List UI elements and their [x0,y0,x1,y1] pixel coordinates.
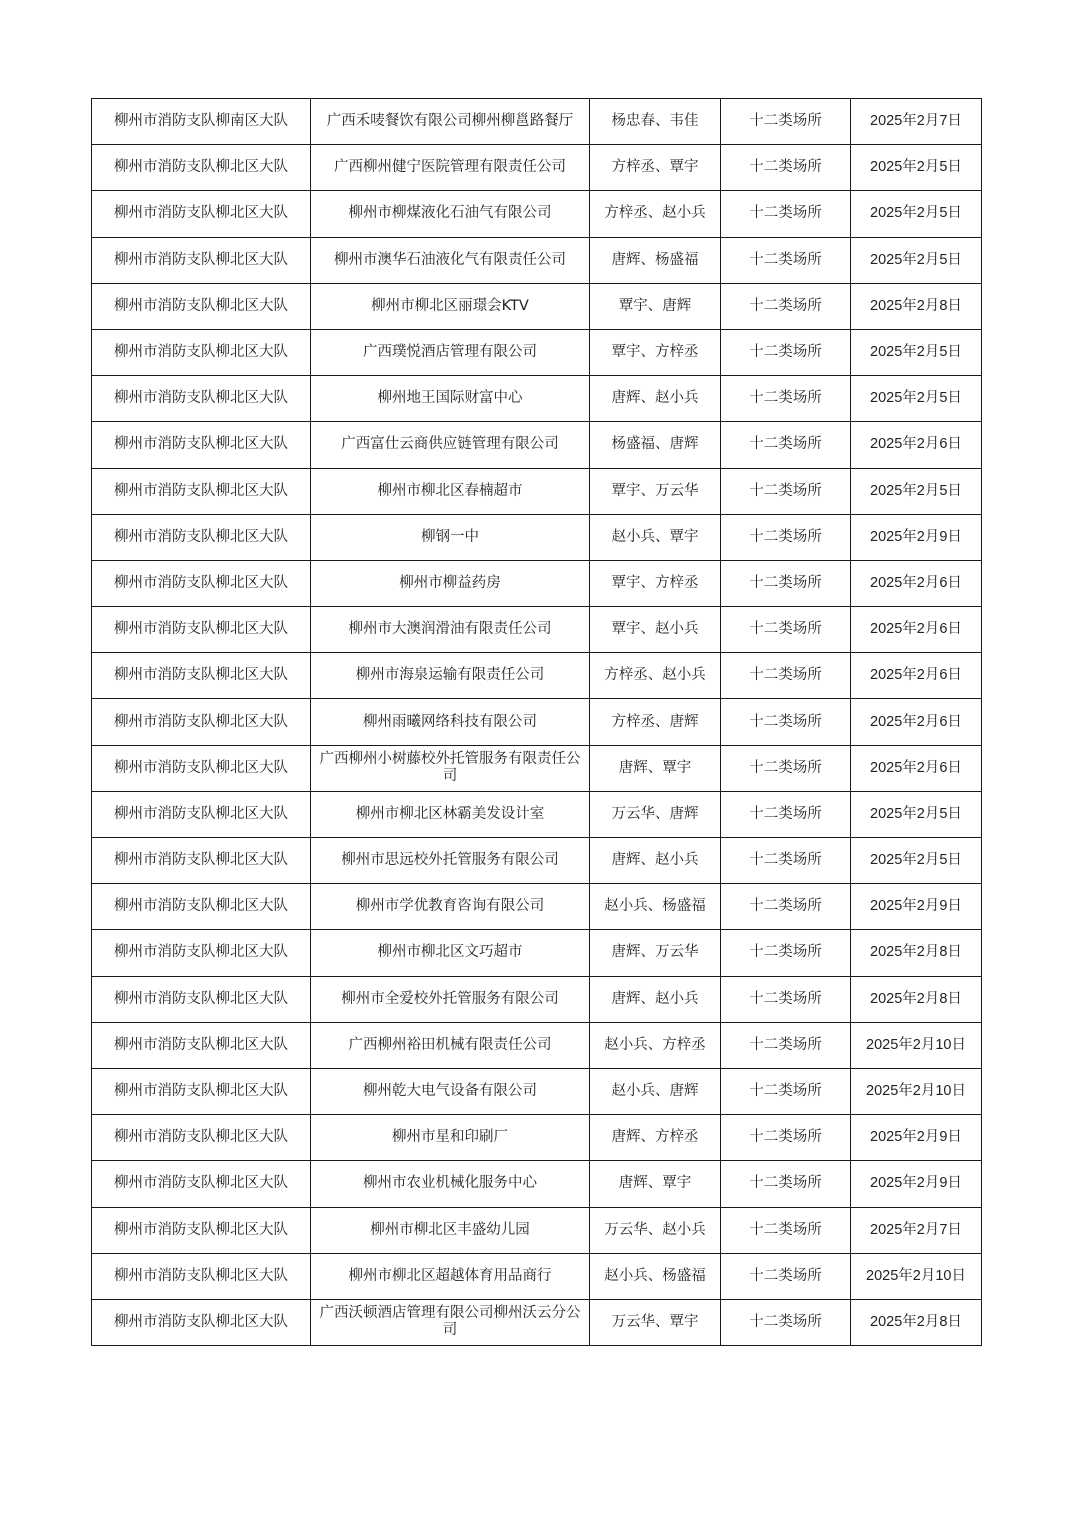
cell-inspected-place: 柳钢一中 [311,514,590,560]
table-row [92,607,982,653]
cell-inspected-place: 柳州市柳北区超越体育用品商行 [311,1253,590,1299]
cell-inspected-place: 柳州乾大电气设备有限公司 [311,1068,590,1114]
cell-fire-brigade-unit: 柳州市消防支队柳北区大队 [92,607,311,653]
table-row [92,468,982,514]
cell-inspected-place: 广西柳州小树藤校外托管服务有限责任公司 [311,745,590,791]
cell-inspectors: 方梓丞、唐辉 [590,699,721,745]
cell-inspectors: 赵小兵、覃宇 [590,514,721,560]
cell-inspection-date: 2025年2月7日 [851,1207,982,1253]
cell-inspected-place: 柳州市全爱校外托管服务有限公司 [311,976,590,1022]
cell-fire-brigade-unit: 柳州市消防支队柳北区大队 [92,514,311,560]
cell-place-category: 十二类场所 [721,745,851,791]
cell-inspectors: 杨忠春、韦佳 [590,99,721,145]
table-row [92,1299,982,1345]
cell-inspection-date: 2025年2月5日 [851,838,982,884]
cell-inspection-date: 2025年2月8日 [851,283,982,329]
cell-place-category: 十二类场所 [721,1207,851,1253]
cell-inspection-date: 2025年2月10日 [851,1022,982,1068]
cell-inspectors: 赵小兵、杨盛福 [590,1253,721,1299]
inspection-table-body [92,99,982,1346]
cell-inspection-date: 2025年2月10日 [851,1253,982,1299]
cell-inspectors: 杨盛福、唐辉 [590,422,721,468]
cell-fire-brigade-unit: 柳州市消防支队柳北区大队 [92,838,311,884]
cell-inspection-date: 2025年2月6日 [851,699,982,745]
cell-fire-brigade-unit: 柳州市消防支队柳北区大队 [92,791,311,837]
cell-place-category: 十二类场所 [721,1022,851,1068]
table-row [92,745,982,791]
cell-fire-brigade-unit: 柳州市消防支队柳北区大队 [92,376,311,422]
cell-fire-brigade-unit: 柳州市消防支队柳北区大队 [92,468,311,514]
cell-place-category: 十二类场所 [721,930,851,976]
cell-place-category: 十二类场所 [721,838,851,884]
cell-inspected-place: 广西富仕云商供应链管理有限公司 [311,422,590,468]
cell-fire-brigade-unit: 柳州市消防支队柳北区大队 [92,1068,311,1114]
cell-inspection-date: 2025年2月5日 [851,237,982,283]
table-row [92,1207,982,1253]
cell-place-category: 十二类场所 [721,976,851,1022]
cell-inspection-date: 2025年2月5日 [851,145,982,191]
cell-place-category: 十二类场所 [721,1161,851,1207]
cell-inspectors: 覃宇、方梓丞 [590,560,721,606]
cell-place-category: 十二类场所 [721,468,851,514]
cell-inspected-place: 柳州市柳北区丽璟会KTV [311,283,590,329]
table-row [92,422,982,468]
cell-fire-brigade-unit: 柳州市消防支队柳北区大队 [92,145,311,191]
cell-fire-brigade-unit: 柳州市消防支队柳北区大队 [92,422,311,468]
cell-inspected-place: 广西柳州裕田机械有限责任公司 [311,1022,590,1068]
cell-fire-brigade-unit: 柳州市消防支队柳北区大队 [92,976,311,1022]
cell-inspectors: 唐辉、赵小兵 [590,838,721,884]
cell-inspection-date: 2025年2月6日 [851,422,982,468]
cell-inspection-date: 2025年2月10日 [851,1068,982,1114]
cell-inspected-place: 广西柳州健宁医院管理有限责任公司 [311,145,590,191]
cell-inspectors: 唐辉、覃宇 [590,745,721,791]
cell-inspected-place: 柳州地王国际财富中心 [311,376,590,422]
cell-inspected-place: 柳州市星和印刷厂 [311,1115,590,1161]
cell-inspectors: 唐辉、万云华 [590,930,721,976]
cell-inspected-place: 柳州雨曦网络科技有限公司 [311,699,590,745]
cell-inspected-place: 柳州市大澳润滑油有限责任公司 [311,607,590,653]
cell-inspection-date: 2025年2月8日 [851,976,982,1022]
cell-inspected-place: 柳州市澳华石油液化气有限责任公司 [311,237,590,283]
cell-inspection-date: 2025年2月7日 [851,99,982,145]
cell-place-category: 十二类场所 [721,653,851,699]
cell-inspected-place: 柳州市柳北区丰盛幼儿园 [311,1207,590,1253]
cell-inspection-date: 2025年2月9日 [851,1115,982,1161]
cell-inspectors: 覃宇、方梓丞 [590,329,721,375]
table-row [92,1022,982,1068]
cell-place-category: 十二类场所 [721,376,851,422]
cell-place-category: 十二类场所 [721,607,851,653]
cell-inspection-date: 2025年2月9日 [851,884,982,930]
cell-inspectors: 方梓丞、覃宇 [590,145,721,191]
cell-fire-brigade-unit: 柳州市消防支队柳北区大队 [92,745,311,791]
cell-inspection-date: 2025年2月6日 [851,607,982,653]
cell-fire-brigade-unit: 柳州市消防支队柳北区大队 [92,1022,311,1068]
cell-inspection-date: 2025年2月6日 [851,653,982,699]
table-row [92,1161,982,1207]
cell-place-category: 十二类场所 [721,791,851,837]
cell-inspection-date: 2025年2月6日 [851,560,982,606]
cell-place-category: 十二类场所 [721,884,851,930]
table-row [92,145,982,191]
cell-inspection-date: 2025年2月9日 [851,1161,982,1207]
cell-inspected-place: 柳州市柳北区林霸美发设计室 [311,791,590,837]
table-row [92,791,982,837]
cell-inspected-place: 广西璞悦酒店管理有限公司 [311,329,590,375]
cell-fire-brigade-unit: 柳州市消防支队柳北区大队 [92,930,311,976]
cell-inspectors: 覃宇、赵小兵 [590,607,721,653]
cell-inspectors: 覃宇、万云华 [590,468,721,514]
table-row [92,838,982,884]
cell-fire-brigade-unit: 柳州市消防支队柳北区大队 [92,884,311,930]
cell-inspected-place: 广西沃顿酒店管理有限公司柳州沃云分公司 [311,1299,590,1345]
table-row [92,376,982,422]
cell-place-category: 十二类场所 [721,1115,851,1161]
table-row [92,560,982,606]
cell-fire-brigade-unit: 柳州市消防支队柳北区大队 [92,560,311,606]
table-row [92,1253,982,1299]
cell-fire-brigade-unit: 柳州市消防支队柳北区大队 [92,1299,311,1345]
cell-place-category: 十二类场所 [721,514,851,560]
cell-inspection-date: 2025年2月5日 [851,468,982,514]
cell-inspection-date: 2025年2月5日 [851,191,982,237]
cell-inspectors: 唐辉、方梓丞 [590,1115,721,1161]
cell-inspected-place: 柳州市思远校外托管服务有限公司 [311,838,590,884]
cell-fire-brigade-unit: 柳州市消防支队柳北区大队 [92,653,311,699]
table-row [92,699,982,745]
cell-fire-brigade-unit: 柳州市消防支队柳北区大队 [92,329,311,375]
table-row [92,99,982,145]
cell-place-category: 十二类场所 [721,560,851,606]
cell-inspected-place: 柳州市柳煤液化石油气有限公司 [311,191,590,237]
table-row [92,653,982,699]
cell-inspectors: 唐辉、覃宇 [590,1161,721,1207]
cell-place-category: 十二类场所 [721,283,851,329]
cell-inspectors: 方梓丞、赵小兵 [590,191,721,237]
cell-inspected-place: 柳州市海泉运输有限责任公司 [311,653,590,699]
cell-inspectors: 万云华、赵小兵 [590,1207,721,1253]
table-row [92,514,982,560]
cell-fire-brigade-unit: 柳州市消防支队柳南区大队 [92,99,311,145]
cell-inspection-date: 2025年2月5日 [851,376,982,422]
cell-fire-brigade-unit: 柳州市消防支队柳北区大队 [92,237,311,283]
cell-inspectors: 唐辉、赵小兵 [590,376,721,422]
cell-inspected-place: 柳州市学优教育咨询有限公司 [311,884,590,930]
cell-inspectors: 赵小兵、方梓丞 [590,1022,721,1068]
cell-fire-brigade-unit: 柳州市消防支队柳北区大队 [92,1115,311,1161]
cell-place-category: 十二类场所 [721,1253,851,1299]
table-row [92,930,982,976]
cell-place-category: 十二类场所 [721,99,851,145]
table-row [92,884,982,930]
cell-place-category: 十二类场所 [721,422,851,468]
cell-inspectors: 赵小兵、唐辉 [590,1068,721,1114]
cell-inspectors: 万云华、唐辉 [590,791,721,837]
cell-inspected-place: 柳州市柳益药房 [311,560,590,606]
table-row [92,329,982,375]
cell-fire-brigade-unit: 柳州市消防支队柳北区大队 [92,1253,311,1299]
cell-fire-brigade-unit: 柳州市消防支队柳北区大队 [92,1161,311,1207]
cell-place-category: 十二类场所 [721,1299,851,1345]
inspection-table [91,98,982,1346]
table-row [92,237,982,283]
cell-inspectors: 唐辉、赵小兵 [590,976,721,1022]
table-row [92,283,982,329]
cell-fire-brigade-unit: 柳州市消防支队柳北区大队 [92,1207,311,1253]
cell-fire-brigade-unit: 柳州市消防支队柳北区大队 [92,283,311,329]
cell-inspection-date: 2025年2月8日 [851,930,982,976]
cell-inspectors: 唐辉、杨盛福 [590,237,721,283]
cell-place-category: 十二类场所 [721,237,851,283]
cell-place-category: 十二类场所 [721,329,851,375]
cell-inspection-date: 2025年2月8日 [851,1299,982,1345]
table-row [92,191,982,237]
cell-place-category: 十二类场所 [721,699,851,745]
cell-inspected-place: 柳州市柳北区文巧超市 [311,930,590,976]
cell-place-category: 十二类场所 [721,191,851,237]
cell-inspectors: 方梓丞、赵小兵 [590,653,721,699]
cell-fire-brigade-unit: 柳州市消防支队柳北区大队 [92,191,311,237]
cell-inspected-place: 柳州市柳北区春楠超市 [311,468,590,514]
table-row [92,1115,982,1161]
cell-inspection-date: 2025年2月5日 [851,791,982,837]
cell-fire-brigade-unit: 柳州市消防支队柳北区大队 [92,699,311,745]
cell-inspectors: 万云华、覃宇 [590,1299,721,1345]
cell-inspection-date: 2025年2月9日 [851,514,982,560]
cell-place-category: 十二类场所 [721,145,851,191]
table-row [92,976,982,1022]
cell-inspectors: 赵小兵、杨盛福 [590,884,721,930]
cell-inspected-place: 柳州市农业机械化服务中心 [311,1161,590,1207]
cell-inspected-place: 广西禾唛餐饮有限公司柳州柳邕路餐厅 [311,99,590,145]
table-row [92,1068,982,1114]
cell-inspectors: 覃宇、唐辉 [590,283,721,329]
cell-place-category: 十二类场所 [721,1068,851,1114]
cell-inspection-date: 2025年2月6日 [851,745,982,791]
cell-inspection-date: 2025年2月5日 [851,329,982,375]
